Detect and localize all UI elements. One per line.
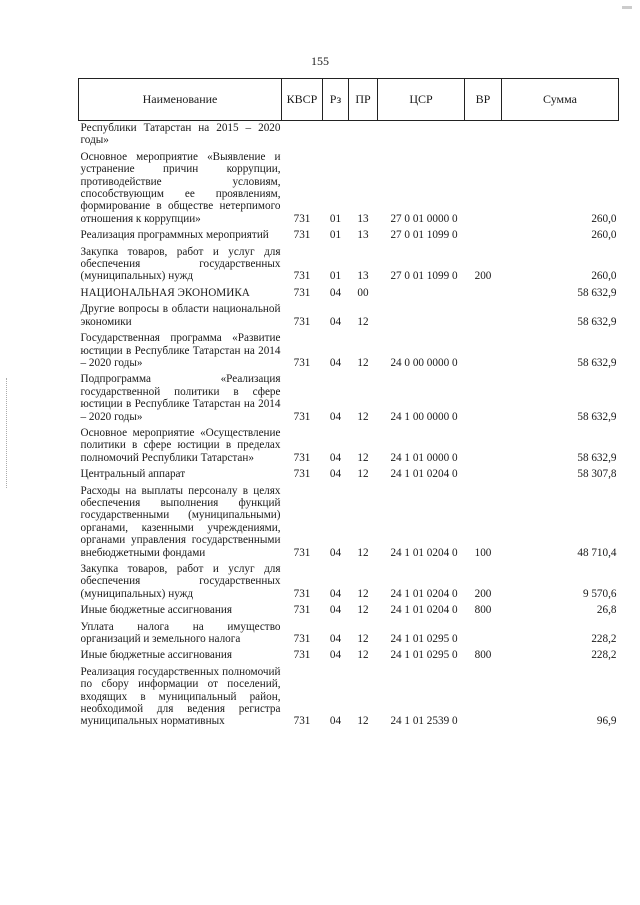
cell-csr: 24 1 01 0204 0 — [390, 604, 458, 617]
cell-sum: 58 307,8 — [577, 468, 617, 481]
table-row — [79, 370, 619, 424]
table-row — [79, 663, 619, 729]
cell-csr: 27 0 01 1099 0 — [390, 270, 458, 283]
cell-name: Реализация программных мероприятий — [80, 229, 269, 242]
page-number: 155 — [311, 54, 329, 68]
cell-rz: 04 — [329, 715, 342, 728]
cell-vr — [465, 148, 502, 226]
cell-kvsr: 731 — [293, 715, 311, 728]
cell-csr: 27 0 01 0000 0 — [390, 212, 458, 225]
cell-pr: 12 — [357, 715, 369, 728]
cell-csr: 24 1 00 0000 0 — [390, 410, 458, 423]
cell-kvsr: 731 — [293, 546, 311, 559]
cell-name: Основное мероприятие «Выявление и устранение причин коррупции, противодействие условиям, способствующим ее проявлениям, формирование в обществе нетерпимого отношения к коррупции» — [80, 150, 281, 225]
table-row — [79, 121, 619, 148]
scan-mark — [622, 6, 632, 9]
cell-rz: 04 — [329, 633, 342, 646]
cell-csr: 24 1 01 0295 0 — [390, 633, 458, 646]
cell-sum: 9 570,6 — [582, 587, 617, 600]
cell-pr: 12 — [357, 356, 369, 369]
cell-rz: 04 — [329, 286, 342, 299]
cell-pr: 12 — [357, 410, 369, 423]
cell-kvsr: 731 — [293, 649, 311, 662]
cell-name: Республики Татарстан на 2015 – 2020 годы» — [80, 122, 281, 147]
cell-name: Иные бюджетные ассигнования — [80, 649, 232, 662]
cell-rz: 04 — [329, 649, 342, 662]
cell-sum: 58 632,9 — [577, 286, 617, 299]
cell-sum: 260,0 — [591, 212, 617, 225]
cell-rz: 04 — [329, 451, 342, 464]
cell-rz: 04 — [329, 604, 342, 617]
column-header-pr: ПР — [349, 79, 378, 121]
table-header-row — [79, 79, 619, 121]
cell-pr: 12 — [357, 604, 369, 617]
cell-kvsr: 731 — [293, 633, 311, 646]
cell-rz: 04 — [329, 315, 342, 328]
cell-vr: 800 — [474, 604, 492, 617]
cell-rz: 01 — [329, 229, 342, 242]
cell-name: Другие вопросы в области национальной экономики — [80, 303, 281, 328]
cell-csr: 24 1 01 0204 0 — [390, 546, 458, 559]
cell-vr — [465, 424, 502, 465]
budget-table — [78, 78, 619, 729]
cell-name: Подпрограмма «Реализация государственной политики в сфере юстиции в Республике Татарстан на 2014 – 2020 годы» — [80, 373, 281, 423]
cell-name: Основное мероприятие «Осуществление политики в сфере юстиции в пределах полномочий Республики Татарстан» — [80, 426, 281, 464]
cell-pr: 00 — [357, 286, 369, 299]
cell-pr — [349, 121, 378, 148]
cell-pr: 12 — [357, 633, 369, 646]
cell-sum: 260,0 — [591, 229, 617, 242]
cell-rz: 04 — [329, 468, 342, 481]
table-body — [79, 121, 619, 729]
cell-csr: 24 1 01 0204 0 — [390, 587, 458, 600]
cell-rz: 04 — [329, 587, 342, 600]
column-header-sum: Сумма — [502, 79, 619, 121]
cell-kvsr: 731 — [293, 356, 311, 369]
cell-sum: 48 710,4 — [577, 546, 617, 559]
cell-sum: 58 632,9 — [577, 315, 617, 328]
column-header-name: Наименование — [79, 79, 282, 121]
table-row — [79, 148, 619, 226]
cell-sum: 260,0 — [591, 270, 617, 283]
cell-vr — [465, 226, 502, 242]
cell-kvsr — [282, 121, 323, 148]
cell-name: Иные бюджетные ассигнования — [80, 604, 232, 617]
cell-pr: 12 — [357, 315, 369, 328]
cell-vr: 800 — [474, 649, 492, 662]
cell-kvsr: 731 — [293, 315, 311, 328]
cell-name: Уплата налога на имущество организаций и земельного налога — [80, 620, 281, 646]
table-row — [79, 243, 619, 284]
cell-pr: 12 — [357, 468, 369, 481]
cell-sum: 228,2 — [591, 633, 617, 646]
cell-rz: 04 — [329, 546, 342, 559]
cell-vr: 200 — [474, 587, 492, 600]
cell-csr — [378, 284, 465, 300]
cell-sum — [502, 121, 619, 148]
column-header-kvsr: КВСР — [282, 79, 323, 121]
table-row — [79, 300, 619, 329]
table-row — [79, 618, 619, 647]
cell-rz: 01 — [329, 212, 342, 225]
cell-name: Реализация государственных полномочий по сбору информации от поселений, входящих в муниципальный район, необходимой для ведения регистра муниципальных нормативных — [80, 665, 281, 728]
cell-sum: 26,8 — [596, 604, 617, 617]
cell-vr — [465, 329, 502, 370]
cell-pr: 13 — [357, 270, 369, 283]
cell-vr: 200 — [474, 270, 492, 283]
cell-rz: 04 — [329, 410, 342, 423]
cell-kvsr: 731 — [293, 270, 311, 283]
table-row — [79, 284, 619, 300]
cell-name: Закупка товаров, работ и услуг для обеспечения государственных (муниципальных) нужд — [80, 245, 281, 283]
cell-name: Центральный аппарат — [80, 468, 186, 481]
cell-csr: 24 1 01 0204 0 — [390, 468, 458, 481]
table-row — [79, 601, 619, 617]
cell-vr: 100 — [474, 546, 492, 559]
cell-vr — [465, 370, 502, 424]
cell-vr — [465, 300, 502, 329]
budget-table-container — [78, 78, 618, 729]
cell-pr: 12 — [357, 649, 369, 662]
cell-vr — [465, 663, 502, 729]
cell-kvsr: 731 — [293, 587, 311, 600]
margin-mark — [6, 378, 8, 488]
table-row — [79, 424, 619, 465]
cell-name: Государственная программа «Развитие юстиции в Республике Татарстан на 2014 – 2020 годы» — [80, 332, 281, 369]
cell-vr — [465, 465, 502, 481]
cell-kvsr: 731 — [293, 286, 311, 299]
table-row — [79, 465, 619, 481]
cell-csr: 27 0 01 1099 0 — [390, 229, 458, 242]
cell-pr: 13 — [357, 229, 369, 242]
cell-pr: 12 — [357, 546, 369, 559]
column-header-csr: ЦСР — [378, 79, 465, 121]
table-row — [79, 226, 619, 242]
cell-name: НАЦИОНАЛЬНАЯ ЭКОНОМИКА — [80, 286, 250, 299]
cell-csr: 24 1 01 0295 0 — [390, 649, 458, 662]
cell-rz: 04 — [329, 356, 342, 369]
cell-kvsr: 731 — [293, 451, 311, 464]
cell-sum: 58 632,9 — [577, 451, 617, 464]
cell-pr: 12 — [357, 587, 369, 600]
cell-rz: 01 — [329, 270, 342, 283]
cell-csr — [378, 300, 465, 329]
table-row — [79, 646, 619, 662]
column-header-vr: ВР — [465, 79, 502, 121]
cell-name: Расходы на выплаты персоналу в целях обеспечения выполнения функций государственными (муниципальными) органами, казенными учреждениями, органами управления государственными внебюджетными фондами — [80, 484, 281, 559]
cell-pr: 12 — [357, 451, 369, 464]
table-row — [79, 560, 619, 601]
cell-kvsr: 731 — [293, 410, 311, 423]
cell-sum: 96,9 — [596, 715, 617, 728]
cell-vr — [465, 618, 502, 647]
cell-sum: 58 632,9 — [577, 356, 617, 369]
cell-pr: 13 — [357, 212, 369, 225]
cell-sum: 58 632,9 — [577, 410, 617, 423]
cell-kvsr: 731 — [293, 212, 311, 225]
cell-rz — [323, 121, 349, 148]
table-row — [79, 329, 619, 370]
cell-sum: 228,2 — [591, 649, 617, 662]
cell-vr — [465, 121, 502, 148]
cell-csr: 24 1 01 0000 0 — [390, 451, 458, 464]
cell-name: Закупка товаров, работ и услуг для обеспечения государственных (муниципальных) нужд — [80, 563, 281, 600]
cell-csr — [378, 121, 465, 148]
cell-kvsr: 731 — [293, 468, 311, 481]
column-header-rz: Рз — [323, 79, 349, 121]
cell-kvsr: 731 — [293, 604, 311, 617]
cell-vr — [465, 284, 502, 300]
cell-csr: 24 0 00 0000 0 — [390, 356, 458, 369]
cell-csr: 24 1 01 2539 0 — [390, 715, 458, 728]
table-row — [79, 482, 619, 560]
cell-kvsr: 731 — [293, 229, 311, 242]
